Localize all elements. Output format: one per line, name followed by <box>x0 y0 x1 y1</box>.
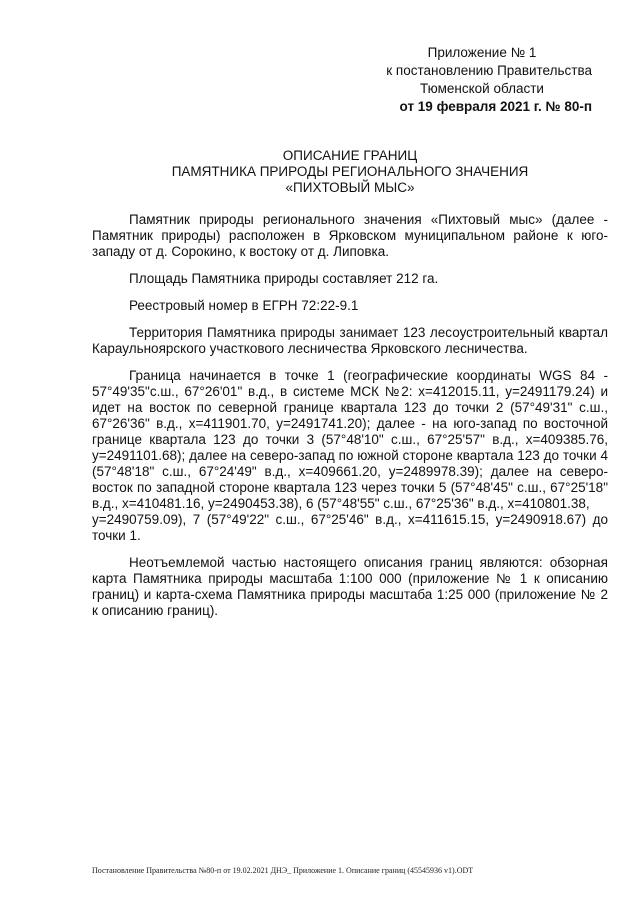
boundary-text-part-1: Граница начинается в точке 1 (географические координаты WGS 84 - 57°49'35"с.ш., 67°26'01" в.д., в системе МСК №2: x=412015.11, y=2491179.24) и идет на восток по северной границе квартала 123 до точки 2 (57°49'31" с.ш., 67°26'36" в.д., x=411901.70, y=2491741.20); далее - на юго-запад по восточной границе квартала 123 до точки 3 (57°48'10" с.ш., 67°25'57" в.д., x=409385.76, y=2491101.68); далее на северо-запад по южной стороне квартала 123 до точки 4 (57°48'18" с.ш., 67°24'49" в.д., x=409661.20, y=2489978.39); далее на северо-восток по западной стороне квартала 123 через точки 5 (57°48'45" с.ш., 67°25'18" в.д., x=410481.16, y=2490453.38), 6 (57°48'55" с.ш., 67°25'36" в.д., x=410801.38, <box>92 368 608 511</box>
title-line-1: ОПИСАНИЕ ГРАНИЦ <box>282 148 418 163</box>
title-line-3: «ПИХТОВЫЙ МЫС» <box>285 180 415 195</box>
document-body <box>92 212 608 630</box>
document-title <box>92 148 608 196</box>
appendix-date: от 19 февраля 2021 г. № 80-п <box>399 99 592 114</box>
paragraph-boundary <box>92 368 608 544</box>
paragraph-attachments: Неотъемлемой частью настоящего описания границ являются: обзорная карта Памятника природы масштаба 1:100 000 (приложение № 1 к описанию границ) и карта-схема Памятника природы масштаба 1:25 000 (приложение № 2 к описанию границ). <box>92 555 608 618</box>
title-line-2: ПАМЯТНИКА ПРИРОДЫ РЕГИОНАЛЬНОГО ЗНАЧЕНИЯ <box>171 164 529 179</box>
appendix-reference: к постановлению Правительства <box>386 63 592 78</box>
boundary-text-part-2: y=2490759.09), 7 (57°49'22" с.ш., 67°25'46" в.д., x=411615.15, y=2490918.67) до точки 1. <box>92 512 608 543</box>
document-footer: Постановление Правительства №80-п от 19.02.2021 ДНЭ_ Приложение 1. Описание границ (45545936 v1).ODT <box>92 866 474 875</box>
paragraph-area: Площадь Памятника природы составляет 212 га. <box>129 271 439 286</box>
paragraph-registry-number: Реестровый номер в ЕГРН 72:22-9.1 <box>129 298 359 313</box>
appendix-region: Тюменской области <box>420 81 544 96</box>
appendix-header <box>332 44 592 116</box>
paragraph-location: Памятник природы регионального значения «Пихтовый мыс» (далее - Памятник природы) расположен в Ярковском муниципальном районе к юго-западу от д. Сорокино, к востоку от д. Липовка. <box>92 212 608 259</box>
paragraph-territory: Территория Памятника природы занимает 123 лесоустроительный квартал Караульноярского участкового лесничества Ярковского лесничества. <box>92 325 608 356</box>
appendix-title: Приложение № 1 <box>427 45 537 60</box>
